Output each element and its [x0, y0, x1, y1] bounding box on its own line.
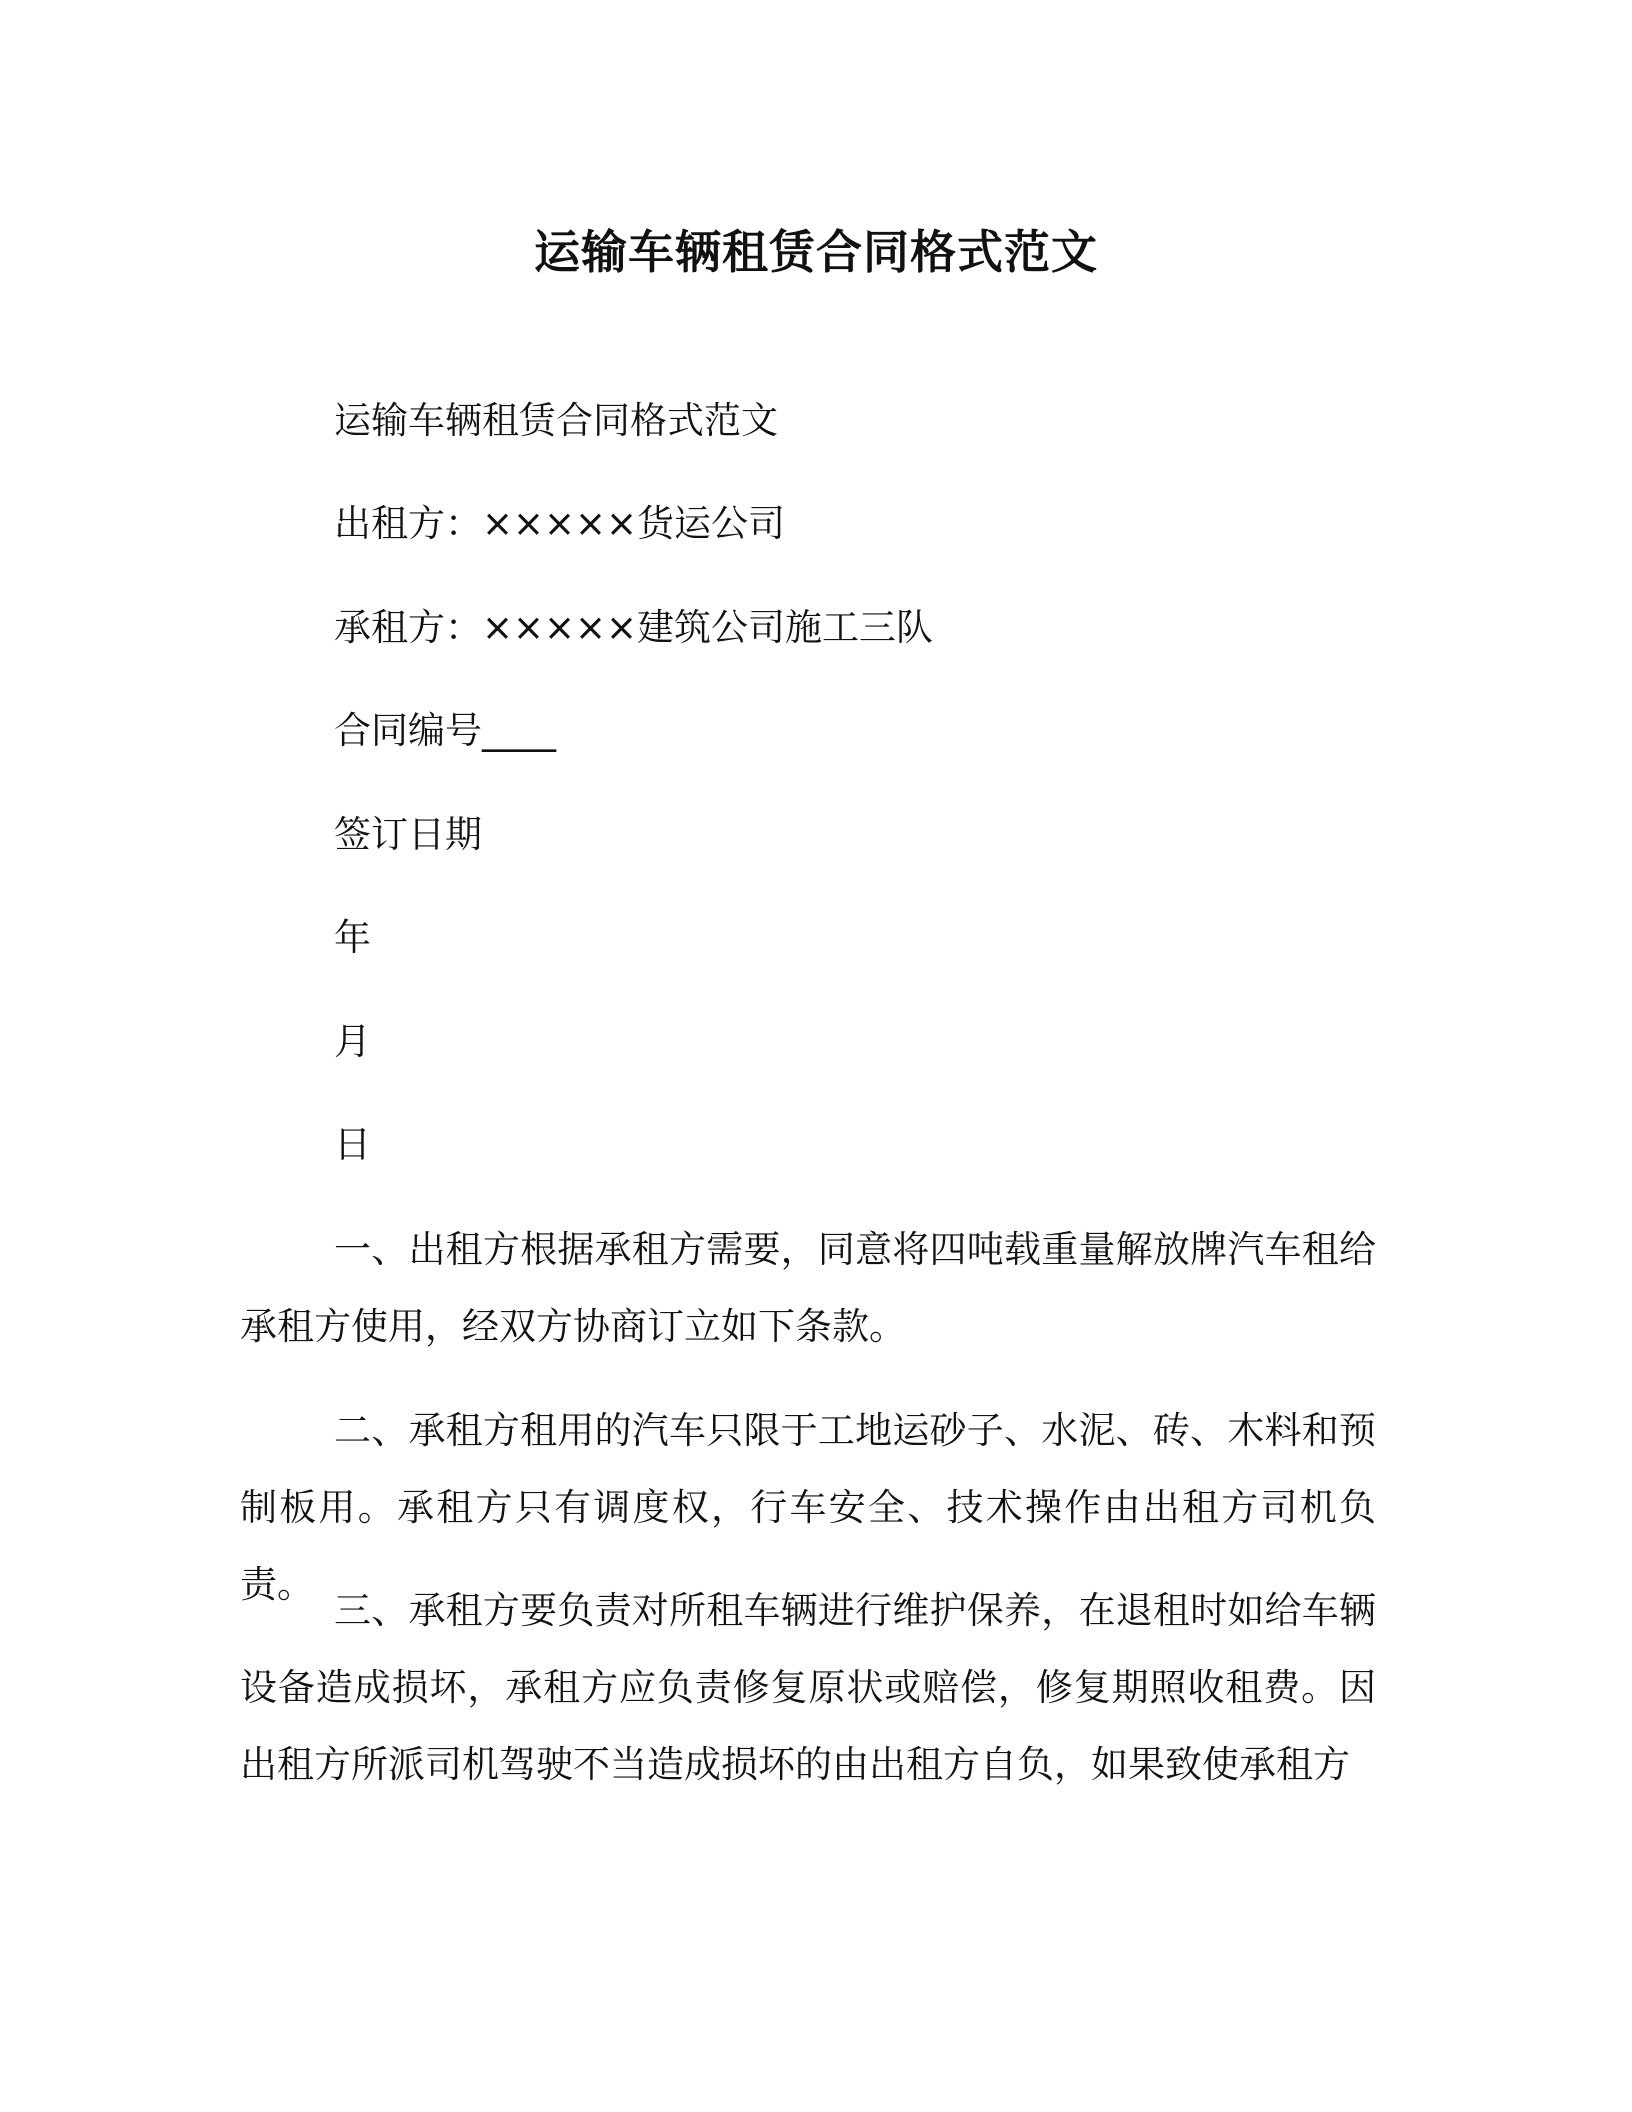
day-label: 日 — [334, 1123, 371, 1166]
document-subtitle: 运输车辆租赁合同格式范文 — [334, 399, 778, 442]
lessor-line: 出租方：×××××货运公司 — [334, 502, 786, 545]
contract-number-line: 合同编号____ — [334, 709, 556, 752]
clause-3: 三、承租方要负责对所租车辆进行维护保养，在退租时如给车辆设备造成损坏，承租方应负责修复原状或赔偿，修复期照收租费。因出租方所派司机驾驶不当造成损坏的由出租方自负，如果致使承租方 — [240, 1589, 1376, 1786]
document-title: 运输车辆租赁合同格式范文 — [534, 225, 1098, 279]
sign-date-label: 签订日期 — [334, 813, 482, 856]
clause-1: 一、出租方根据承租方需要，同意将四吨载重量解放牌汽车租给承租方使用，经双方协商订立如下条款。 — [240, 1228, 1376, 1348]
year-label: 年 — [334, 916, 371, 959]
clause-2: 二、承租方租用的汽车只限于工地运砂子、水泥、砖、木料和预制板用。承租方只有调度权，行车安全、技术操作由出租方司机负责。 — [240, 1409, 1376, 1606]
lessee-line: 承租方：×××××建筑公司施工三队 — [334, 606, 934, 649]
month-label: 月 — [334, 1020, 371, 1063]
